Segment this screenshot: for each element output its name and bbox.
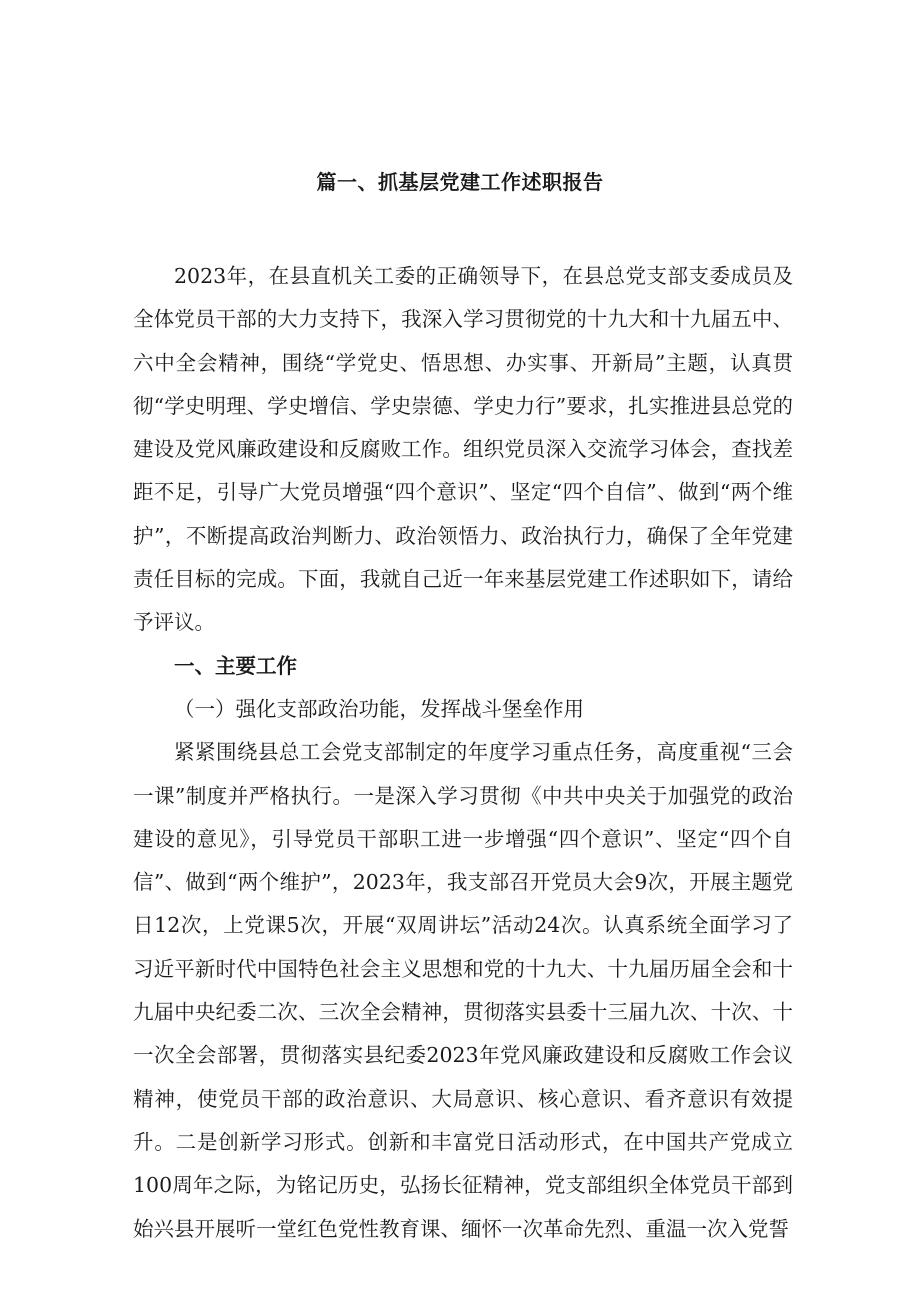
document-title: 篇一、抓基层党建工作述职报告 — [316, 170, 604, 194]
document-body — [133, 255, 793, 1251]
section-heading: 一、主要工作 — [174, 653, 297, 678]
body-paragraph: 紧紧围绕县总工会党支部制定的年度学习重点任务，高度重视“三会一课”制度并严格执行。一是深入学习贯彻《中共中央关于加强党的政治建设的意见》，引导党员干部职工进一步增强“四个意识”、坚定“四个自信”、做到“两个维护”，2023年，我支部召开党员大会9次，开展主题党日12次，上党课5次，开展“双周讲坛”活动24次。认真系统全面学习了习近平新时代中国特色社会主义思想和党的十九大、十九届历届全会和十九届中央纪委二次、三次全会精神，贯彻落实县委十三届九次、十次、十一次全会部署，贯彻落实县纪委2023年党风廉政建设和反腐败工作会议精神，使党员干部的政治意识、大局意识、核心意识、看齐意识有效提升。二是创新学习形式。创新和丰富党日活动形式，在中国共产党成立100周年之际，为铭记历史，弘扬长征精神，党支部组织全体党员干部到始兴县开展听一堂红色党性教育课、缅怀一次革命先烈、重温一次入党誓 — [133, 740, 793, 1241]
intro-paragraph: 2023年，在县直机关工委的正确领导下，在县总党支部支委成员及全体党员干部的大力支持下，我深入学习贯彻党的十九大和十九届五中、六中全会精神，围绕“学党史、悟思想、办实事、开新局”主题，认真贯彻“学史明理、学史增信、学史崇德、学史力行”要求，扎实推进县总党的建设及党风廉政建设和反腐败工作。组织党员深入交流学习体会，查找差距不足，引导广大党员增强“四个意识”、坚定“四个自信”、做到“两个维护”，不断提高政治判断力、政治领悟力、政治执行力，确保了全年党建责任目标的完成。下面，我就自己近一年来基层党建工作述职如下，请给予评议。 — [133, 264, 793, 635]
subsection-heading: （一）强化支部政治功能，发挥战斗堡垒作用 — [174, 696, 584, 721]
